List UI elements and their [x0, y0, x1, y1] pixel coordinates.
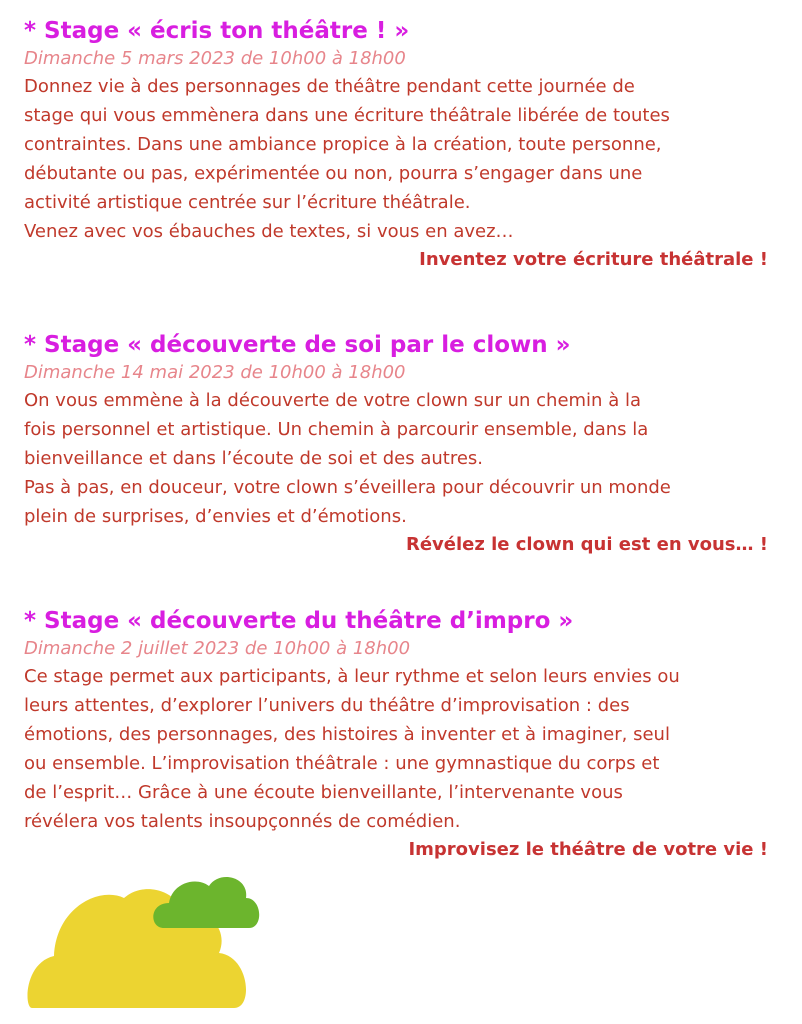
stage-description	[24, 662, 774, 836]
description-line: fois personnel et artistique. Un chemin à parcourir ensemble, dans la	[24, 419, 649, 440]
description-line: Pas à pas, en douceur, votre clown s’éveillera pour découvrir un monde	[24, 477, 671, 498]
green-cloud-icon	[153, 877, 259, 928]
description-line: débutante ou pas, expérimentée ou non, pourra s’engager dans une	[24, 163, 643, 184]
description-line: Donnez vie à des personnages de théâtre pendant cette journée de	[24, 76, 635, 97]
description-line: Ce stage permet aux participants, à leur rythme et selon leurs envies ou	[24, 666, 680, 687]
description-line: contraintes. Dans une ambiance propice à la création, toute personne,	[24, 134, 662, 155]
stage-title: * Stage « découverte du théâtre d’impro »	[24, 608, 574, 634]
stage-date: Dimanche 2 juillet 2023 de 10h00 à 18h00	[24, 638, 411, 659]
stage-tagline: Improvisez le théâtre de votre vie !	[408, 839, 768, 860]
stage-tagline: Inventez votre écriture théâtrale !	[419, 249, 768, 270]
stage-tagline: Révélez le clown qui est en vous… !	[405, 534, 768, 555]
stage-description	[24, 386, 774, 531]
description-line: ou ensemble. L’improvisation théâtrale : une gymnastique du corps et	[24, 753, 660, 774]
clouds-illustration-icon	[24, 868, 264, 1018]
stage-description	[24, 72, 774, 246]
stage-section-clown	[24, 330, 774, 559]
stage-title: * Stage « découverte de soi par le clown »	[24, 332, 571, 358]
description-line: révélera vos talents insoupçonnés de comédien.	[24, 811, 461, 832]
description-line: activité artistique centrée sur l’écriture théâtrale.	[24, 192, 471, 213]
description-line: On vous emmène à la découverte de votre clown sur un chemin à la	[24, 390, 641, 411]
stage-title: * Stage « écris ton théâtre ! »	[24, 18, 410, 44]
description-line: bienveillance et dans l’écoute de soi et des autres.	[24, 448, 484, 469]
description-line: stage qui vous emmènera dans une écriture théâtrale libérée de toutes	[24, 105, 670, 126]
stage-section-ecriture	[24, 16, 774, 274]
description-line: de l’esprit… Grâce à une écoute bienveillante, l’intervenante vous	[24, 782, 623, 803]
stage-section-impro	[24, 606, 774, 864]
description-line: émotions, des personnages, des histoires à inventer et à imaginer, seul	[24, 724, 670, 745]
description-line: leurs attentes, d’explorer l’univers du théâtre d’improvisation : des	[24, 695, 630, 716]
description-line: plein de surprises, d’envies et d’émotions.	[24, 506, 407, 527]
stage-date: Dimanche 14 mai 2023 de 10h00 à 18h00	[24, 362, 406, 383]
stage-date: Dimanche 5 mars 2023 de 10h00 à 18h00	[24, 48, 406, 69]
description-line: Venez avec vos ébauches de textes, si vous en avez…	[24, 221, 514, 242]
